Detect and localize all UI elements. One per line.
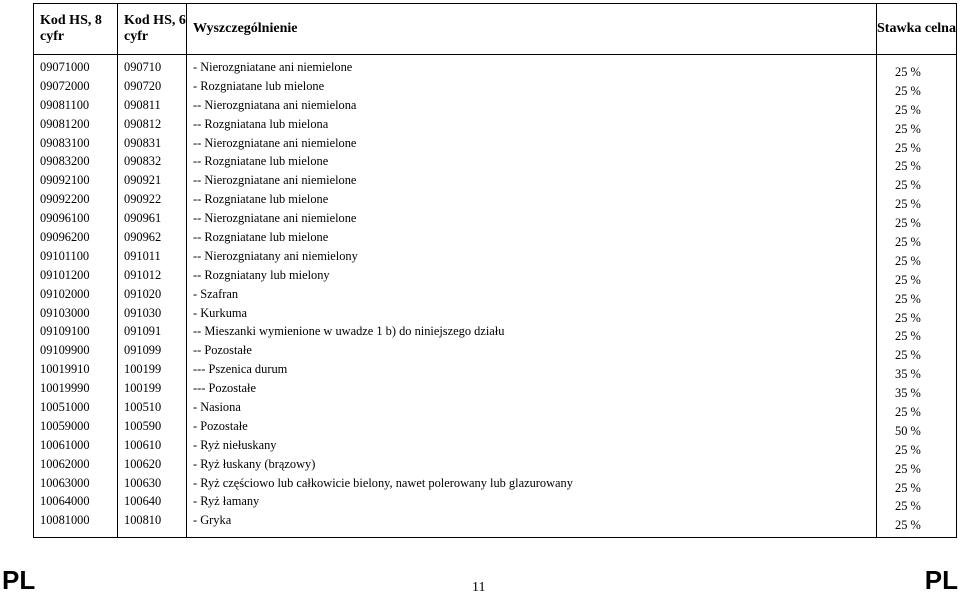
column-hs6 xyxy=(118,55,187,538)
hs8-code: 09101200 xyxy=(40,267,90,282)
hs8-code: 09092200 xyxy=(40,192,90,207)
header-description: Wyszczególnienie xyxy=(187,4,877,55)
description: -- Rozgniatane lub mielone xyxy=(193,192,329,207)
hs6-code: 091030 xyxy=(124,305,162,320)
hs8-code: 09096100 xyxy=(40,211,90,226)
duty-rate: 25 % xyxy=(895,405,921,420)
description: - Nierozgniatane ani niemielone xyxy=(193,60,353,74)
description: --- Pozostałe xyxy=(193,381,256,396)
description: -- Rozgniatane lub mielone xyxy=(193,230,329,245)
duty-rate: 25 % xyxy=(895,178,921,193)
description: -- Rozgniatane lub mielone xyxy=(193,154,329,169)
description: - Ryż niełuskany xyxy=(193,437,277,452)
duty-rate: 25 % xyxy=(895,272,921,287)
header-hs6: Kod HS, 6 cyfr xyxy=(118,4,187,55)
hs6-code: 100630 xyxy=(124,475,162,490)
hs8-code: 10019910 xyxy=(40,362,90,377)
hs8-code: 10019990 xyxy=(40,381,90,396)
description: -- Nierozgniatany ani niemielony xyxy=(193,248,358,263)
description: - Nasiona xyxy=(193,400,241,415)
hs6-code: 090812 xyxy=(124,116,162,131)
column-hs8 xyxy=(34,55,118,538)
duty-rate: 25 % xyxy=(895,329,921,344)
description: - Kurkuma xyxy=(193,305,248,320)
hs6-code: 091099 xyxy=(124,343,162,358)
duty-rate: 50 % xyxy=(895,423,921,438)
page-number: 11 xyxy=(472,580,486,595)
hs6-code: 091020 xyxy=(124,286,162,301)
hs8-code: 10059000 xyxy=(40,418,90,433)
hs6-code: 090720 xyxy=(124,78,162,93)
duty-rate: 25 % xyxy=(895,102,921,117)
hs8-code: 09109900 xyxy=(40,343,90,358)
header-rate: Stawka celna xyxy=(877,4,957,55)
hs8-code: 10062000 xyxy=(40,456,90,471)
hs6-code: 091011 xyxy=(124,248,161,263)
duty-rate: 25 % xyxy=(895,253,921,268)
hs6-code: 090961 xyxy=(124,211,162,226)
duty-rate: 25 % xyxy=(895,291,921,306)
table-body-row xyxy=(34,55,957,538)
hs8-code: 09083100 xyxy=(40,135,90,150)
hs8-code: 09092100 xyxy=(40,173,90,188)
description: -- Nierozgniatane ani niemielone xyxy=(193,211,357,226)
hs6-code: 090710 xyxy=(124,60,162,74)
header-hs8: Kod HS, 8 cyfr xyxy=(34,4,118,55)
hs8-code: 09109100 xyxy=(40,324,90,339)
hs6-code: 100199 xyxy=(124,381,162,396)
hs6-code: 091012 xyxy=(124,267,162,282)
hs8-code: 10051000 xyxy=(40,400,90,415)
duty-rate: 35 % xyxy=(895,367,921,382)
tariff-table xyxy=(33,3,957,538)
description: -- Rozgniatana lub mielona xyxy=(193,116,329,131)
duty-rate: 25 % xyxy=(895,140,921,155)
description: - Pozostałe xyxy=(193,418,248,433)
duty-rate: 25 % xyxy=(895,480,921,495)
duty-rate: 25 % xyxy=(895,83,921,98)
description: -- Rozgniatany lub mielony xyxy=(193,267,330,282)
hs6-code: 100810 xyxy=(124,513,162,528)
hs6-code: 090831 xyxy=(124,135,162,150)
table-header-row xyxy=(34,4,957,55)
description: - Gryka xyxy=(193,513,232,528)
duty-rate: 25 % xyxy=(895,159,921,174)
hs8-code: 09081200 xyxy=(40,116,90,131)
hs8-code: 10061000 xyxy=(40,437,90,452)
hs8-code: 09096200 xyxy=(40,230,90,245)
description: -- Mieszanki wymienione w uwadze 1 b) do niniejszego działu xyxy=(193,324,505,339)
hs6-code: 100620 xyxy=(124,456,162,471)
duty-rate: 25 % xyxy=(895,65,921,79)
description: -- Nierozgniatana ani niemielona xyxy=(193,97,357,112)
hs6-code: 100610 xyxy=(124,437,162,452)
description: -- Pozostałe xyxy=(193,343,252,358)
hs8-code: 09071000 xyxy=(40,60,90,74)
duty-rate: 25 % xyxy=(895,461,921,476)
hs6-code: 100510 xyxy=(124,400,162,415)
hs6-code: 100640 xyxy=(124,494,162,509)
hs8-code: 09103000 xyxy=(40,305,90,320)
duty-rate: 25 % xyxy=(895,216,921,231)
description: -- Nierozgniatane ani niemielone xyxy=(193,135,357,150)
hs6-code: 090811 xyxy=(124,97,161,112)
description: --- Pszenica durum xyxy=(193,362,288,377)
hs8-code: 09083200 xyxy=(40,154,90,169)
hs6-code: 090962 xyxy=(124,230,162,245)
hs8-code: 10063000 xyxy=(40,475,90,490)
description: - Ryż łamany xyxy=(193,494,260,509)
description: - Ryż łuskany (brązowy) xyxy=(193,456,316,471)
description: - Szafran xyxy=(193,286,239,301)
hs8-code: 10064000 xyxy=(40,494,90,509)
column-description xyxy=(187,55,877,538)
duty-rate: 25 % xyxy=(895,310,921,325)
duty-rate: 25 % xyxy=(895,348,921,363)
hs8-code: 10081000 xyxy=(40,513,90,528)
description: - Rozgniatane lub mielone xyxy=(193,78,325,93)
footer-language-right: PL xyxy=(924,565,958,595)
hs8-code: 09102000 xyxy=(40,286,90,301)
hs8-code: 09081100 xyxy=(40,97,90,112)
hs6-code: 090922 xyxy=(124,192,162,207)
column-rate xyxy=(877,55,957,538)
hs6-code: 100199 xyxy=(124,362,162,377)
hs8-code: 09101100 xyxy=(40,248,90,263)
hs6-code: 100590 xyxy=(124,418,162,433)
duty-rate: 25 % xyxy=(895,499,921,514)
duty-rate: 25 % xyxy=(895,121,921,136)
duty-rate: 25 % xyxy=(895,442,921,457)
hs6-code: 091091 xyxy=(124,324,162,339)
duty-rate: 35 % xyxy=(895,386,921,401)
description: -- Nierozgniatane ani niemielone xyxy=(193,173,357,188)
hs6-code: 090921 xyxy=(124,173,162,188)
hs6-code: 090832 xyxy=(124,154,162,169)
description: - Ryż częściowo lub całkowicie bielony, nawet polerowany lub glazurowany xyxy=(193,475,573,490)
duty-rate: 25 % xyxy=(895,197,921,212)
hs8-code: 09072000 xyxy=(40,78,90,93)
duty-rate: 25 % xyxy=(895,235,921,250)
footer-language-left: PL xyxy=(2,565,36,595)
duty-rate: 25 % xyxy=(895,518,921,533)
